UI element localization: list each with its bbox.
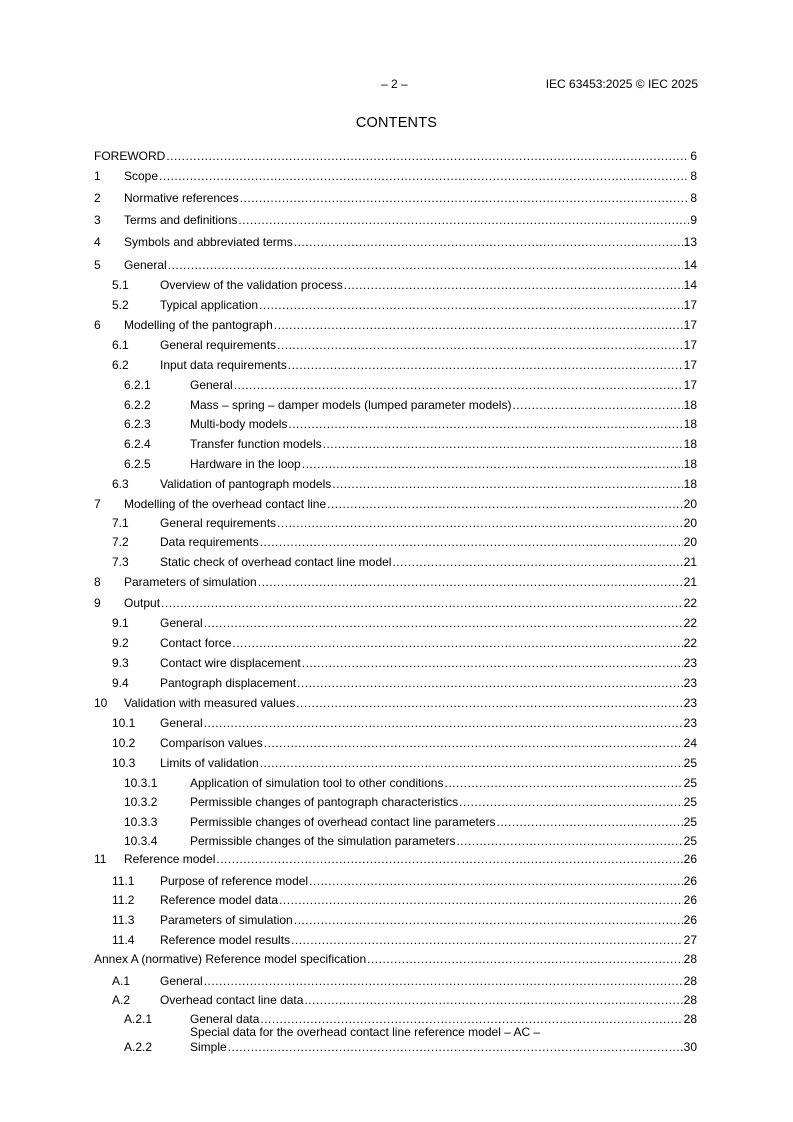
toc-entry-title: General requirements bbox=[160, 516, 277, 530]
toc-entry-page: 26 bbox=[683, 893, 697, 907]
toc-entry-number: 6.2.4 bbox=[124, 437, 151, 451]
dot-leader bbox=[302, 655, 683, 671]
toc-entry-number: 9.1 bbox=[112, 616, 129, 630]
dot-leader bbox=[344, 277, 683, 293]
toc-entry-page: 25 bbox=[683, 815, 697, 829]
toc-entry-number: 5.2 bbox=[112, 298, 129, 312]
toc-entry-page: 18 bbox=[683, 437, 697, 451]
toc-entry-page: 28 bbox=[683, 974, 697, 988]
toc-entry-page: 20 bbox=[683, 535, 697, 549]
toc-entry-number: 6 bbox=[94, 318, 101, 332]
toc-entry-page: 18 bbox=[683, 398, 697, 412]
toc-entry[interactable] bbox=[94, 735, 697, 751]
dot-leader bbox=[459, 794, 683, 810]
toc-entry-page: 22 bbox=[683, 636, 697, 650]
toc-entry-page: 18 bbox=[683, 457, 697, 471]
toc-entry-title: Reference model bbox=[124, 852, 216, 866]
toc-entry[interactable] bbox=[94, 873, 697, 889]
toc-entry-title: General bbox=[190, 378, 233, 392]
toc-entry-number: 10.1 bbox=[112, 716, 136, 730]
toc-entry-title: Permissible changes of pantograph characteristics bbox=[190, 795, 459, 809]
toc-entry-title: Modelling of the pantograph bbox=[124, 318, 273, 332]
toc-entry-number: 1 bbox=[94, 169, 101, 183]
toc-entry[interactable] bbox=[94, 615, 697, 631]
toc-entry-page: 24 bbox=[683, 736, 697, 750]
toc-entry[interactable] bbox=[94, 992, 697, 1008]
dot-leader bbox=[277, 515, 683, 531]
toc-entry-number: A.1 bbox=[112, 974, 131, 988]
toc-entry[interactable] bbox=[94, 574, 697, 590]
dot-leader bbox=[161, 595, 683, 611]
toc-entry-title: Pantograph displacement bbox=[160, 676, 297, 690]
toc-entry[interactable] bbox=[94, 912, 697, 928]
toc-entry[interactable] bbox=[94, 755, 697, 771]
toc-entry-number: 2 bbox=[94, 191, 101, 205]
toc-entry[interactable] bbox=[94, 397, 697, 413]
dot-leader bbox=[259, 297, 683, 313]
dot-leader bbox=[288, 357, 683, 373]
toc-entry-number: 5 bbox=[94, 258, 101, 272]
dot-leader bbox=[166, 148, 689, 164]
toc-entry-page: 13 bbox=[683, 235, 697, 249]
toc-entry[interactable] bbox=[94, 496, 697, 512]
toc-entry[interactable] bbox=[94, 377, 697, 393]
toc-entry-title: Limits of validation bbox=[160, 756, 259, 770]
toc-entry-number: 6.2.1 bbox=[124, 378, 151, 392]
toc-entry-number: 6.2.5 bbox=[124, 457, 151, 471]
toc-entry-title: Comparison values bbox=[160, 736, 263, 750]
dot-leader bbox=[277, 337, 683, 353]
toc-entry-title: Modelling of the overhead contact line bbox=[124, 497, 327, 511]
toc-entry[interactable] bbox=[94, 212, 697, 228]
dot-leader bbox=[332, 476, 682, 492]
toc-entry-title: Reference model data bbox=[160, 893, 279, 907]
toc-entry[interactable] bbox=[94, 317, 697, 333]
dot-leader bbox=[232, 635, 682, 651]
toc-entry-page: 25 bbox=[683, 756, 697, 770]
toc-entry-page: 25 bbox=[683, 834, 697, 848]
toc-entry-title: Terms and definitions bbox=[124, 213, 238, 227]
dot-leader bbox=[304, 992, 682, 1008]
toc-entry-title: Scope bbox=[124, 169, 159, 183]
toc-entry-title: Special data for the overhead contact line reference model – AC – bbox=[190, 1025, 541, 1039]
dot-leader bbox=[456, 833, 682, 849]
toc-entry-page: 21 bbox=[683, 575, 697, 589]
dot-leader bbox=[168, 257, 683, 273]
toc-entry-title: General bbox=[160, 716, 203, 730]
toc-entry-page: 18 bbox=[683, 417, 697, 431]
toc-entry[interactable] bbox=[94, 892, 697, 908]
toc-entry-page: 30 bbox=[683, 1040, 697, 1054]
toc-entry[interactable] bbox=[94, 234, 697, 250]
toc-entry-number: A.2.2 bbox=[124, 1040, 153, 1054]
toc-entry-title: Transfer function models bbox=[190, 437, 322, 451]
toc-entry-page: 17 bbox=[683, 298, 697, 312]
toc-entry-title-continued: Simple bbox=[190, 1040, 227, 1054]
dot-leader bbox=[204, 715, 683, 731]
toc-entry-page: 6 bbox=[690, 149, 697, 163]
dot-leader bbox=[264, 735, 683, 751]
toc-entry[interactable] bbox=[94, 148, 697, 164]
toc-entry-number: 10.3.4 bbox=[124, 834, 158, 848]
toc-entry-title: General bbox=[124, 258, 167, 272]
dot-leader bbox=[323, 436, 683, 452]
toc-entry-number: 5.1 bbox=[112, 278, 129, 292]
toc-entry-page: 8 bbox=[690, 191, 697, 205]
dot-leader bbox=[297, 675, 683, 691]
dot-leader bbox=[279, 892, 683, 908]
toc-entry-title: Validation of pantograph models bbox=[160, 477, 332, 491]
dot-leader bbox=[258, 574, 683, 590]
toc-entry[interactable] bbox=[94, 337, 697, 353]
toc-entry-title: Contact force bbox=[160, 636, 232, 650]
toc-entry-page: 26 bbox=[683, 852, 697, 866]
toc-entry-title: Static check of overhead contact line model bbox=[160, 555, 392, 569]
toc-entry[interactable] bbox=[94, 436, 697, 452]
dot-leader bbox=[159, 168, 689, 184]
toc-entry-title: General bbox=[160, 974, 203, 988]
dot-leader bbox=[288, 416, 682, 432]
toc-entry[interactable] bbox=[94, 655, 697, 671]
toc-entry[interactable] bbox=[94, 476, 697, 492]
toc-entry-number: A.2 bbox=[112, 993, 131, 1007]
toc-entry[interactable] bbox=[94, 635, 697, 651]
toc-entry-number: 3 bbox=[94, 213, 101, 227]
toc-entry-page: 22 bbox=[683, 616, 697, 630]
dot-leader bbox=[234, 377, 683, 393]
toc-entry[interactable] bbox=[94, 675, 697, 691]
toc-entry[interactable] bbox=[94, 515, 697, 531]
toc-entry-number: 10.3.1 bbox=[124, 776, 158, 790]
toc-entry-number: 9 bbox=[94, 596, 101, 610]
dot-leader bbox=[260, 755, 683, 771]
toc-entry-page: 26 bbox=[683, 913, 697, 927]
dot-leader bbox=[327, 496, 683, 512]
toc-entry-page: 28 bbox=[683, 1012, 697, 1026]
document-id: IEC 63453:2025 © IEC 2025 bbox=[545, 77, 698, 91]
toc-entry-page: 21 bbox=[683, 555, 697, 569]
toc-entry[interactable] bbox=[94, 257, 697, 273]
toc-entry[interactable] bbox=[94, 715, 697, 731]
toc-entry-number: 7.1 bbox=[112, 516, 129, 530]
dot-leader bbox=[296, 695, 682, 711]
toc-entry-title: Annex A (normative) Reference model specification bbox=[94, 952, 367, 966]
toc-entry-title: FOREWORD bbox=[94, 149, 166, 163]
toc-entry-number: 7 bbox=[94, 497, 101, 511]
toc-entry-title: Parameters of simulation bbox=[160, 913, 293, 927]
toc-entry-number: 11.2 bbox=[112, 893, 135, 907]
toc-entry-title: Symbols and abbreviated terms bbox=[124, 235, 293, 249]
toc-entry-page: 9 bbox=[690, 213, 697, 227]
toc-entry[interactable] bbox=[94, 1025, 697, 1055]
dot-leader bbox=[260, 534, 683, 550]
toc-entry-title: Validation with measured values bbox=[124, 696, 296, 710]
toc-entry[interactable] bbox=[94, 833, 697, 849]
toc-entry[interactable] bbox=[94, 416, 697, 432]
toc-entry-page: 8 bbox=[690, 169, 697, 183]
dot-leader bbox=[392, 554, 682, 570]
dot-leader bbox=[497, 814, 683, 830]
toc-entry[interactable] bbox=[94, 534, 697, 550]
toc-entry-number: 9.3 bbox=[112, 656, 129, 670]
toc-entry-title: Overhead contact line data bbox=[160, 993, 304, 1007]
dot-leader bbox=[291, 932, 683, 948]
toc-entry-page: 14 bbox=[683, 278, 697, 292]
toc-entry-number: 6.1 bbox=[112, 338, 129, 352]
toc-entry-title: Hardware in the loop bbox=[190, 457, 301, 471]
dot-leader bbox=[240, 190, 690, 206]
toc-entry-title: Data requirements bbox=[160, 535, 259, 549]
toc-entry[interactable] bbox=[94, 973, 697, 989]
toc-entry[interactable] bbox=[94, 554, 697, 570]
toc-entry-number: 9.4 bbox=[112, 676, 129, 690]
toc-entry[interactable] bbox=[94, 456, 697, 472]
toc-entry-title: General data bbox=[190, 1012, 260, 1026]
dot-leader bbox=[302, 456, 683, 472]
dot-leader bbox=[367, 951, 683, 967]
dot-leader bbox=[216, 851, 682, 867]
page-number: – 2 – bbox=[381, 77, 408, 91]
toc-entry-title: Output bbox=[124, 596, 161, 610]
toc-entry-title: Permissible changes of the simulation parameters bbox=[190, 834, 456, 848]
toc-entry[interactable] bbox=[94, 951, 697, 967]
toc-entry[interactable] bbox=[94, 297, 697, 313]
toc-entry-title: Mass – spring – damper models (lumped parameter models) bbox=[190, 398, 512, 412]
toc-entry-page: 23 bbox=[683, 676, 697, 690]
toc-entry-page: 20 bbox=[683, 497, 697, 511]
toc-entry-page: 17 bbox=[683, 338, 697, 352]
toc-entry-title: Contact wire displacement bbox=[160, 656, 301, 670]
toc-entry[interactable] bbox=[94, 357, 697, 373]
dot-leader bbox=[238, 212, 689, 228]
dot-leader bbox=[204, 973, 683, 989]
toc-entry[interactable] bbox=[94, 814, 697, 830]
toc-entry-number: 11 bbox=[94, 852, 107, 866]
toc-entry-number: 10.3.2 bbox=[124, 795, 158, 809]
toc-entry-title: Parameters of simulation bbox=[124, 575, 257, 589]
toc-entry-page: 23 bbox=[683, 656, 697, 670]
toc-entry-title: Multi-body models bbox=[190, 417, 288, 431]
dot-leader bbox=[512, 397, 682, 413]
toc-entry-number: 11.3 bbox=[112, 913, 135, 927]
toc-entry-number: 10.2 bbox=[112, 736, 136, 750]
toc-entry-title: Normative references bbox=[124, 191, 239, 205]
toc-entry-page: 25 bbox=[683, 795, 697, 809]
toc-entry[interactable] bbox=[94, 168, 697, 184]
toc-entry-page: 18 bbox=[683, 477, 697, 491]
toc-entry-page: 25 bbox=[683, 776, 697, 790]
dot-leader bbox=[228, 1039, 683, 1055]
toc-entry-number: 6.2.2 bbox=[124, 398, 151, 412]
toc-entry-title: Overview of the validation process bbox=[160, 278, 343, 292]
toc-entry[interactable] bbox=[94, 190, 697, 206]
toc-entry-title: General bbox=[160, 616, 203, 630]
toc-entry-number: 9.2 bbox=[112, 636, 129, 650]
toc-entry-number: A.2.1 bbox=[124, 1012, 153, 1026]
toc-entry-number: 6.2 bbox=[112, 358, 129, 372]
toc-entry-page: 17 bbox=[683, 358, 697, 372]
toc-entry-page: 22 bbox=[683, 596, 697, 610]
toc-entry-number: 10.3 bbox=[112, 756, 136, 770]
toc-entry-number: 6.2.3 bbox=[124, 417, 151, 431]
toc-entry-page: 28 bbox=[683, 993, 697, 1007]
dot-leader bbox=[274, 317, 683, 333]
toc-entry[interactable] bbox=[94, 932, 697, 948]
toc-entry-title: Purpose of reference model bbox=[160, 874, 309, 888]
dot-leader bbox=[309, 873, 683, 889]
toc-entry-page: 20 bbox=[683, 516, 697, 530]
dot-leader bbox=[294, 234, 683, 250]
toc-entry-page: 27 bbox=[683, 933, 697, 947]
page-title: CONTENTS bbox=[355, 115, 438, 131]
toc-entry[interactable] bbox=[94, 851, 697, 867]
toc-entry-page: 14 bbox=[683, 258, 697, 272]
toc-entry-number: 11.4 bbox=[112, 933, 135, 947]
dot-leader bbox=[204, 615, 683, 631]
toc-entry-title: Input data requirements bbox=[160, 358, 287, 372]
toc-entry-number: 7.3 bbox=[112, 555, 129, 569]
toc-entry-page: 26 bbox=[683, 874, 697, 888]
toc-entry[interactable] bbox=[94, 794, 697, 810]
toc-entry-page: 17 bbox=[683, 318, 697, 332]
toc-entry-title: Reference model results bbox=[160, 933, 291, 947]
toc-entry-number: 10.3.3 bbox=[124, 815, 158, 829]
toc-entry-page: 28 bbox=[683, 952, 697, 966]
toc-entry-page: 17 bbox=[683, 378, 697, 392]
toc-entry[interactable] bbox=[94, 595, 697, 611]
dot-leader bbox=[444, 775, 682, 791]
dot-leader bbox=[294, 912, 683, 928]
toc-entry-title: Permissible changes of overhead contact line parameters bbox=[190, 815, 496, 829]
toc-entry-page: 23 bbox=[683, 716, 697, 730]
toc-entry-title: General requirements bbox=[160, 338, 277, 352]
toc-entry[interactable] bbox=[94, 775, 697, 791]
toc-entry-number: 7.2 bbox=[112, 535, 129, 549]
toc-entry-number: 8 bbox=[94, 575, 101, 589]
toc-entry-number: 4 bbox=[94, 235, 101, 249]
toc-entry-page: 23 bbox=[683, 696, 697, 710]
toc-entry[interactable] bbox=[94, 277, 697, 293]
toc-entry-title: Typical application bbox=[160, 298, 259, 312]
toc-entry-number: 6.3 bbox=[112, 477, 129, 491]
toc-entry-title: Application of simulation tool to other conditions bbox=[190, 776, 444, 790]
toc-entry-number: 10 bbox=[94, 696, 108, 710]
toc-entry-number: 11.1 bbox=[112, 874, 135, 888]
toc-entry[interactable] bbox=[94, 695, 697, 711]
